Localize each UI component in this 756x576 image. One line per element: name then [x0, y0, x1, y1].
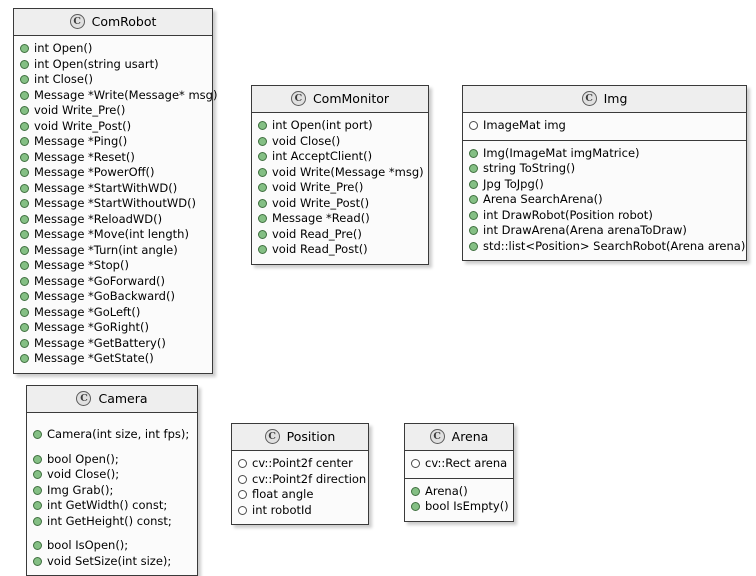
class-member-label: Message *GetBattery(): [34, 335, 166, 350]
public-visibility-icon: [258, 214, 267, 223]
public-visibility-icon: [469, 180, 478, 189]
class-member-label: void Write_Pre(): [34, 103, 126, 117]
class-member: [33, 498, 191, 514]
class-member-label: int DrawArena(Arena arenaToDraw): [483, 223, 687, 237]
class-member-label: void Close();: [47, 467, 120, 481]
uml-class-img: [462, 85, 747, 261]
public-visibility-icon: [20, 75, 29, 84]
class-member-label: cv::Point2f center: [252, 456, 353, 470]
class-member: [258, 118, 422, 134]
class-member: [33, 554, 191, 570]
class-member-label: string ToString(): [483, 161, 576, 175]
public-visibility-icon: [33, 501, 42, 510]
class-member-label: int GetWidth() const;: [47, 498, 168, 512]
public-visibility-icon: [469, 226, 478, 235]
class-member: [469, 208, 740, 224]
uml-class-position: [231, 423, 369, 525]
class-compartment: [27, 413, 197, 575]
public-visibility-icon: [20, 153, 29, 162]
class-member-label: Message *PowerOff(): [34, 165, 155, 179]
class-member-label: void Write(Message *msg): [272, 164, 424, 179]
class-member: [20, 119, 206, 135]
class-header-arena: [405, 424, 513, 451]
public-visibility-icon: [258, 121, 267, 130]
class-member-label: Img(ImageMat imgMatrice): [483, 145, 640, 160]
class-member: [469, 223, 740, 239]
class-stereotype-icon: C: [430, 429, 445, 444]
class-member-label: Message *GoForward(): [34, 273, 165, 288]
public-visibility-icon: [20, 215, 29, 224]
class-member: [20, 227, 206, 243]
public-visibility-icon: [33, 517, 42, 526]
class-member: [258, 211, 422, 227]
class-member: [20, 87, 218, 104]
class-member: [20, 150, 206, 166]
class-compartment: [14, 36, 218, 373]
class-member-label: Jpg ToJpg(): [483, 176, 544, 191]
class-member: [258, 227, 422, 243]
class-member-label: Message *ReloadWD(): [34, 211, 163, 226]
class-member-label: Message *Stop(): [34, 258, 129, 272]
class-member-label: Message *Move(int length): [34, 227, 189, 241]
class-member: [238, 487, 362, 503]
class-compartment: [405, 478, 513, 521]
public-visibility-icon: [469, 242, 478, 251]
public-visibility-icon: [20, 106, 29, 115]
class-member-label: int Close(): [34, 72, 93, 86]
public-visibility-icon: [258, 199, 267, 208]
class-member: [469, 118, 740, 134]
private-visibility-icon: [238, 506, 247, 515]
private-visibility-icon: [238, 475, 247, 484]
class-member: [20, 305, 206, 321]
class-member-label: void Read_Pre(): [272, 226, 362, 241]
class-member: [258, 134, 422, 150]
public-visibility-icon: [20, 261, 29, 270]
class-member-label: void Write_Post(): [34, 118, 132, 133]
class-header-commonitor: [252, 86, 428, 113]
class-member: [20, 181, 206, 197]
compartment-spacer: [33, 418, 191, 427]
public-visibility-icon: [20, 44, 29, 53]
class-member-label: Message *GoLeft(): [34, 304, 141, 319]
public-visibility-icon: [33, 557, 42, 566]
class-member: [411, 456, 507, 472]
class-member-label: Message *GoRight(): [34, 320, 150, 334]
class-member: [20, 351, 206, 367]
uml-class-comrobot: [13, 8, 218, 374]
class-member-label: Message *Read(): [272, 211, 370, 225]
class-compartment: [463, 113, 746, 140]
class-member-label: Message *Turn(int angle): [34, 242, 178, 257]
public-visibility-icon: [20, 122, 29, 131]
class-member-label: int DrawRobot(Position robot): [483, 207, 653, 222]
class-member-label: int Open(int port): [272, 118, 373, 132]
public-visibility-icon: [469, 195, 478, 204]
class-member: [411, 484, 507, 500]
class-member: [20, 103, 206, 119]
class-member-label: void Write_Post(): [272, 195, 370, 210]
class-member: [33, 514, 191, 530]
class-name-commonitor: ComMonitor: [312, 91, 390, 106]
class-member-label: std::list<Position> SearchRobot(Arena arena): [483, 238, 746, 253]
public-visibility-icon: [258, 230, 267, 239]
class-name-camera: Camera: [98, 391, 148, 406]
class-member: [258, 180, 422, 196]
public-visibility-icon: [20, 168, 29, 177]
private-visibility-icon: [469, 121, 478, 130]
class-name-comrobot: ComRobot: [91, 14, 157, 29]
class-member: [20, 274, 206, 290]
class-member-label: void Close(): [272, 133, 341, 148]
public-visibility-icon: [20, 354, 29, 363]
class-compartment: [232, 451, 368, 524]
public-visibility-icon: [258, 168, 267, 177]
public-visibility-icon: [20, 308, 29, 317]
private-visibility-icon: [238, 459, 247, 468]
compartment-spacer: [33, 443, 191, 452]
class-member: [20, 165, 206, 181]
public-visibility-icon: [33, 541, 42, 550]
class-member-label: cv::Point2f direction: [252, 471, 367, 486]
class-member: [33, 427, 191, 443]
class-member: [411, 499, 507, 515]
public-visibility-icon: [469, 211, 478, 220]
uml-class-commonitor: [251, 85, 429, 265]
class-member: [20, 41, 206, 57]
public-visibility-icon: [20, 339, 29, 348]
public-visibility-icon: [33, 430, 42, 439]
class-member-label: int robotId: [252, 502, 312, 517]
class-member: [258, 242, 422, 258]
public-visibility-icon: [20, 246, 29, 255]
class-member-label: Message *StartWithoutWD(): [34, 196, 197, 210]
public-visibility-icon: [20, 230, 29, 239]
class-name-arena: Arena: [451, 429, 489, 444]
public-visibility-icon: [20, 323, 29, 332]
class-member-label: Message *Reset(): [34, 149, 135, 164]
public-visibility-icon: [20, 199, 29, 208]
class-member: [20, 196, 206, 212]
class-stereotype-icon: C: [291, 91, 306, 106]
class-member-label: void Read_Post(): [272, 242, 368, 256]
class-header-comrobot: [14, 9, 212, 36]
class-member: [238, 456, 362, 472]
class-member: [20, 57, 206, 73]
class-member-label: Message *Write(Message* msg): [34, 87, 218, 102]
class-member: [469, 192, 740, 208]
class-member: [258, 196, 422, 212]
public-visibility-icon: [33, 486, 42, 495]
class-member: [20, 336, 206, 352]
public-visibility-icon: [20, 60, 29, 69]
class-member: [20, 289, 206, 305]
public-visibility-icon: [469, 149, 478, 158]
class-member-label: int Open(): [34, 41, 93, 55]
class-header-position: [232, 424, 368, 451]
public-visibility-icon: [20, 292, 29, 301]
class-member: [258, 165, 422, 181]
class-member: [469, 161, 740, 177]
class-stereotype-icon: C: [265, 429, 280, 444]
class-member: [20, 134, 206, 150]
private-visibility-icon: [238, 490, 247, 499]
public-visibility-icon: [33, 470, 42, 479]
class-member-label: Arena(): [425, 483, 468, 498]
class-member: [238, 503, 362, 519]
class-member-label: int Open(string usart): [34, 56, 159, 71]
public-visibility-icon: [411, 487, 420, 496]
public-visibility-icon: [33, 455, 42, 464]
class-member-label: Message *Ping(): [34, 134, 128, 148]
class-member-label: Arena SearchArena(): [483, 192, 603, 206]
class-member-label: Message *GetState(): [34, 351, 154, 365]
uml-class-arena: [404, 423, 514, 522]
class-member-label: bool IsOpen();: [47, 538, 129, 552]
class-member-label: float angle: [252, 487, 314, 501]
class-member: [20, 72, 206, 88]
class-member: [469, 238, 746, 255]
public-visibility-icon: [258, 137, 267, 146]
class-stereotype-icon: C: [70, 14, 85, 29]
class-member-label: Img Grab();: [47, 482, 114, 497]
class-member: [20, 212, 206, 228]
class-member: [238, 471, 367, 488]
class-member: [33, 452, 191, 468]
class-member: [20, 320, 206, 336]
class-member: [258, 149, 422, 165]
class-member-label: ImageMat img: [483, 118, 566, 132]
class-member-label: bool IsEmpty(): [425, 499, 509, 513]
class-name-img: Img: [603, 91, 628, 106]
public-visibility-icon: [20, 91, 29, 100]
public-visibility-icon: [469, 164, 478, 173]
class-member-label: Message *StartWithWD(): [34, 180, 178, 195]
compartment-spacer: [33, 529, 191, 538]
class-member-label: Message *GoBackward(): [34, 289, 175, 303]
public-visibility-icon: [20, 277, 29, 286]
class-member-label: void Write_Pre(): [272, 180, 364, 194]
class-member: [20, 243, 206, 259]
public-visibility-icon: [258, 152, 267, 161]
class-compartment: [405, 451, 513, 478]
class-name-position: Position: [286, 429, 336, 444]
class-header-img: [463, 86, 746, 113]
class-header-camera: [27, 386, 197, 413]
class-member: [33, 538, 191, 554]
class-member: [469, 146, 740, 162]
class-member: [33, 467, 191, 483]
public-visibility-icon: [20, 184, 29, 193]
class-member-label: cv::Rect arena: [425, 456, 508, 470]
class-member-label: int GetHeight() const;: [47, 513, 172, 528]
class-member: [469, 177, 740, 193]
class-member-label: Camera(int size, int fps);: [47, 427, 190, 441]
public-visibility-icon: [258, 183, 267, 192]
class-compartment: [252, 113, 428, 264]
class-member-label: void SetSize(int size);: [47, 553, 172, 568]
uml-class-camera: [26, 385, 198, 576]
public-visibility-icon: [20, 137, 29, 146]
class-member-label: bool Open();: [47, 451, 119, 466]
class-member-label: int AcceptClient(): [272, 149, 373, 163]
class-compartment: [463, 140, 746, 261]
class-stereotype-icon: C: [76, 391, 91, 406]
class-member: [20, 258, 206, 274]
private-visibility-icon: [411, 459, 420, 468]
class-member: [33, 483, 191, 499]
public-visibility-icon: [411, 502, 420, 511]
public-visibility-icon: [258, 245, 267, 254]
class-stereotype-icon: C: [582, 91, 597, 106]
